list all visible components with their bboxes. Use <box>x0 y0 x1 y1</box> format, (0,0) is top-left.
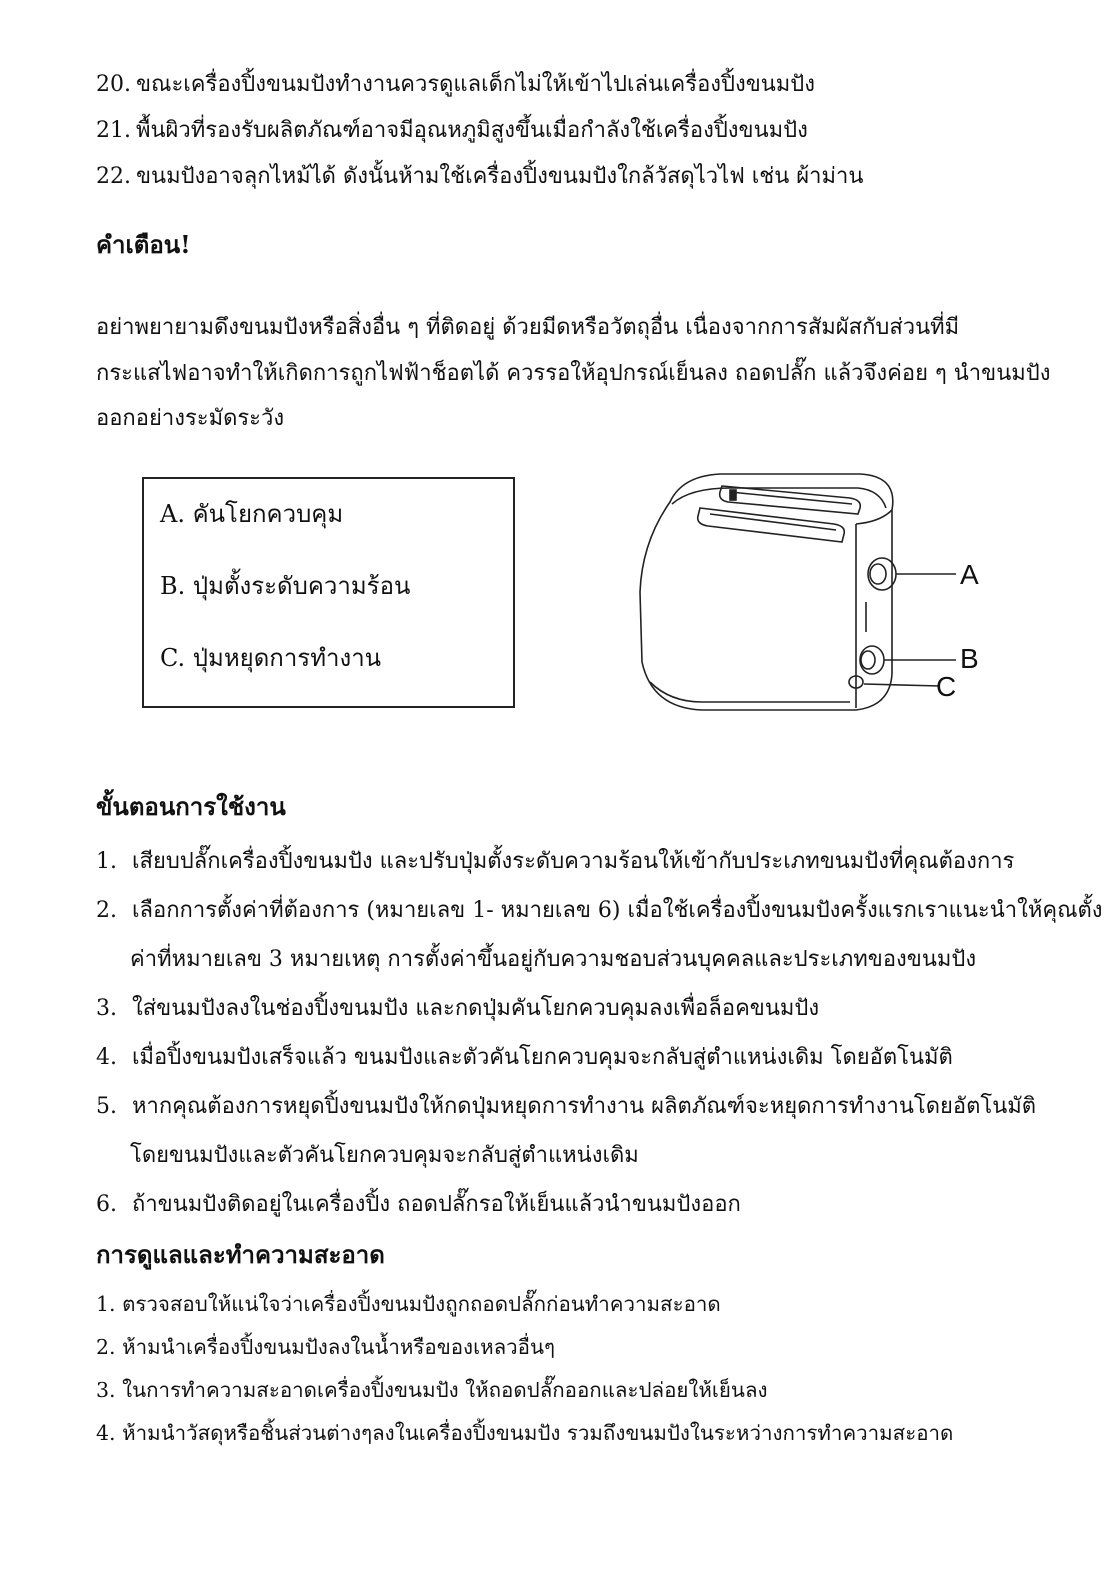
step-number: 1. <box>96 849 117 874</box>
toaster-diagram <box>630 462 1010 724</box>
step-number: 5. <box>96 1094 117 1119</box>
usage-step-2-continued: ค่าที่หมายเลข 3 หมายเหตุ การตั้งค่าขึ้นอยู่กับความชอบส่วนบุคคลและประเภทของขนมปัง <box>130 947 977 972</box>
care-item-4: 4. ห้ามนำวัสดุหรือชิ้นส่วนต่างๆลงในเครื่องปิ้งขนมปัง รวมถึงขนมปังในระหว่างการทำความสะอาด <box>96 1421 954 1445</box>
care-item-2: 2. ห้ามนำเครื่องปิ้งขนมปังลงในน้ำหรือของเหลวอื่นๆ <box>96 1335 555 1359</box>
warning-line-3: ออกอย่างระมัดระวัง <box>96 406 285 431</box>
step-number: 2. <box>96 898 117 923</box>
legend-item-c: C. ปุ่มหยุดการทำงาน <box>160 644 382 672</box>
safety-item-text: พื้นผิวที่รองรับผลิตภัณฑ์อาจมีอุณหภูมิสูงขึ้นเมื่อกำลังใช้เครื่องปิ้งขนมปัง <box>136 118 808 143</box>
care-title: การดูแลและทำความสะอาด <box>96 1240 385 1269</box>
step-text: หากคุณต้องการหยุดปิ้งขนมปังให้กดปุ่มหยุดการทำงาน ผลิตภัณฑ์จะหยุดการทำงานโดยอัตโนมัติ <box>132 1094 1037 1119</box>
step-number: 6. <box>96 1192 117 1217</box>
warning-line-2: กระแสไฟอาจทำให้เกิดการถูกไฟฟ้าช็อตได้ ควรรอให้อุปกรณ์เย็นลง ถอดปลั๊ก แล้วจึงค่อย ๆ นำขนมปัง <box>96 361 1051 386</box>
usage-step-1 <box>96 847 1014 877</box>
label-b: B <box>960 643 979 674</box>
usage-step-5-continued: โดยขนมปังและตัวคันโยกควบคุมจะกลับสู่ตำแหน่งเดิม <box>130 1143 639 1168</box>
warning-title: คำเตือน! <box>96 230 191 259</box>
care-item-1: 1. ตรวจสอบให้แน่ใจว่าเครื่องปิ้งขนมปังถูกถอดปลั๊กก่อนทำความสะอาด <box>96 1292 721 1316</box>
safety-item-number: 22. <box>96 164 131 189</box>
safety-item-text: ขณะเครื่องปิ้งขนมปังทำงานควรดูแลเด็กไม่ให้เข้าไปเล่นเครื่องปิ้งขนมปัง <box>136 72 816 97</box>
label-a: A <box>960 559 979 590</box>
care-item-3: 3. ในการทำความสะอาดเครื่องปิ้งขนมปัง ให้ถอดปลั๊กออกและปล่อยให้เย็นลง <box>96 1378 768 1402</box>
usage-step-3 <box>96 994 819 1024</box>
step-text: ใส่ขนมปังลงในช่องปิ้งขนมปัง และกดปุ่มคันโยกควบคุมลงเพื่อล็อคขนมปัง <box>132 996 820 1021</box>
usage-step-2 <box>96 896 1103 926</box>
usage-step-6 <box>96 1190 741 1220</box>
label-c: C <box>936 671 957 702</box>
legend-item-a: A. คันโยกควบคุม <box>160 500 344 528</box>
safety-item-number: 20. <box>96 72 131 97</box>
legend-item-b: B. ปุ่มตั้งระดับความร้อน <box>160 572 411 600</box>
toaster-illustration <box>640 474 956 710</box>
safety-item-number: 21. <box>96 118 131 143</box>
usage-step-5 <box>96 1092 1036 1122</box>
step-text: ถ้าขนมปังติดอยู่ในเครื่องปิ้ง ถอดปลั๊กรอให้เย็นแล้วนำขนมปังออก <box>132 1192 741 1217</box>
parts-legend-box <box>142 477 515 708</box>
safety-item-22 <box>96 162 863 192</box>
warning-line-1: อย่าพยายามดึงขนมปังหรือสิ่งอื่น ๆ ที่ติดอยู่ ด้วยมีดหรือวัตถุอื่น เนื่องจากการสัมผัสกับส่วนที่มี <box>96 315 960 340</box>
step-text: เลือกการตั้งค่าที่ต้องการ (หมายเลข 1- หมายเลข 6) เมื่อใช้เครื่องปิ้งขนมปังครั้งแรกเราแนะนำให้คุณตั้ง <box>132 898 1103 923</box>
safety-item-text: ขนมปังอาจลุกไหม้ได้ ดังนั้นห้ามใช้เครื่องปิ้งขนมปังใกล้วัสดุไวไฟ เช่น ผ้าม่าน <box>136 164 864 189</box>
safety-item-20 <box>96 70 815 100</box>
safety-item-21 <box>96 116 808 146</box>
step-number: 3. <box>96 996 117 1021</box>
usage-step-4 <box>96 1043 953 1073</box>
usage-title: ขั้นตอนการใช้งาน <box>96 792 286 821</box>
step-text: เมื่อปิ้งขนมปังเสร็จแล้ว ขนมปังและตัวคันโยกควบคุมจะกลับสู่ตำแหน่งเดิม โดยอัตโนมัติ <box>132 1045 953 1070</box>
step-text: เสียบปลั๊กเครื่องปิ้งขนมปัง และปรับปุ่มตั้งระดับความร้อนให้เข้ากับประเภทขนมปังที่คุณต้องการ <box>132 849 1015 874</box>
step-number: 4. <box>96 1045 117 1070</box>
